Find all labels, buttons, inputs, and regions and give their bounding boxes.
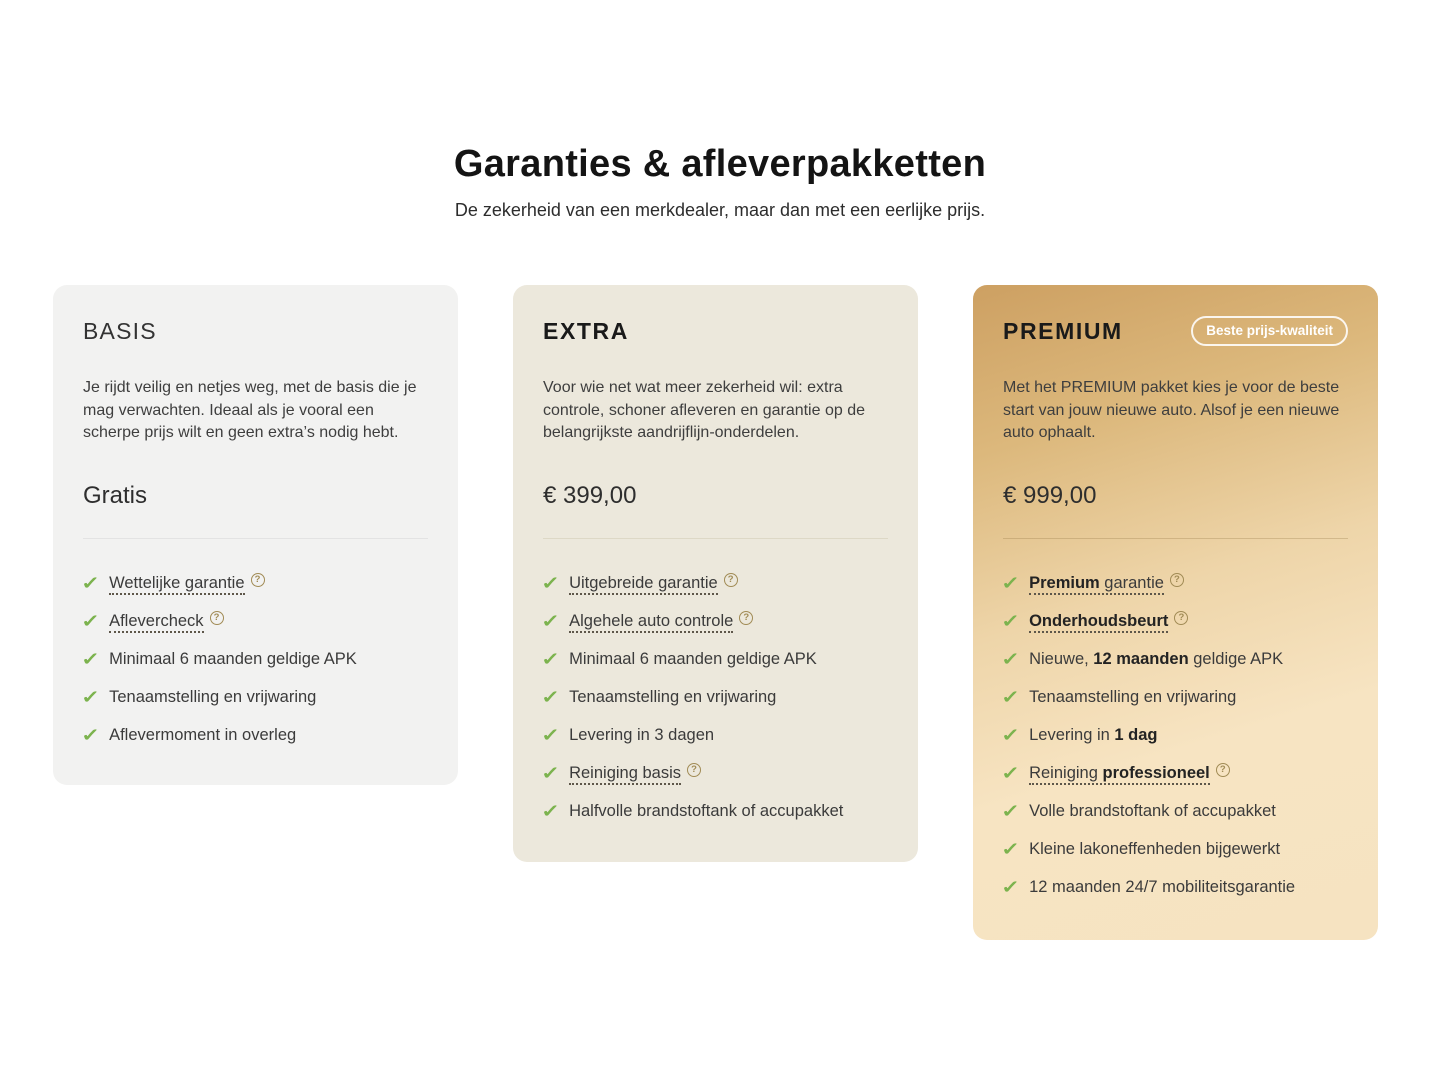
check-icon: ✓ <box>1001 838 1020 859</box>
card-basis-description: Je rijdt veilig en netjes weg, met de basis die je mag verwachten. Ideaal als je vooral een scherpe prijs wilt en geen extra’s nodig hebt. <box>83 379 417 441</box>
check-icon: ✓ <box>81 686 100 707</box>
feature-text <box>1029 610 1188 632</box>
feature-label: Tenaamstelling en vrijwaring <box>569 687 777 706</box>
feature-text <box>1029 572 1184 594</box>
help-icon[interactable]: ? <box>1170 573 1184 587</box>
help-icon[interactable]: ? <box>739 611 753 625</box>
feature-text <box>1029 800 1276 822</box>
feature-text <box>109 724 296 746</box>
feature-label: Tenaamstelling en vrijwaring <box>1029 687 1237 706</box>
card-basis-feature-list <box>83 572 428 746</box>
help-icon[interactable]: ? <box>1174 611 1188 625</box>
feature-text <box>569 762 701 784</box>
card-basis-title-row <box>83 315 428 347</box>
check-icon: ✓ <box>81 648 100 669</box>
feature-label: Volle brandstoftank of accupakket <box>1029 801 1276 820</box>
feature-item <box>83 572 428 594</box>
check-icon: ✓ <box>1001 762 1020 783</box>
feature-item <box>543 724 888 746</box>
divider <box>543 538 888 539</box>
card-extra-title-row <box>543 315 888 347</box>
feature-term[interactable]: Aflevercheck <box>109 612 203 633</box>
feature-label: Kleine lakoneffenheden bijgewerkt <box>1029 839 1281 858</box>
feature-item <box>1003 838 1348 860</box>
best-price-quality-badge: Beste prijs-kwaliteit <box>1191 316 1348 346</box>
page-title: Garanties & afleverpakketten <box>453 143 987 185</box>
help-icon[interactable]: ? <box>724 573 738 587</box>
check-icon: ✓ <box>1001 648 1020 669</box>
feature-item <box>1003 686 1348 708</box>
feature-text <box>569 648 817 670</box>
card-basis <box>53 285 458 785</box>
feature-text <box>1029 838 1280 860</box>
check-icon: ✓ <box>541 686 560 707</box>
check-icon: ✓ <box>1001 610 1020 631</box>
card-premium-description: Met het PREMIUM pakket kies je voor de beste start van jouw nieuwe auto. Alsof je een nieuwe auto ophaalt. <box>1003 379 1340 441</box>
divider <box>83 538 428 539</box>
card-extra-price: € 399,00 <box>543 481 637 509</box>
feature-text <box>569 610 753 632</box>
feature-item <box>1003 876 1348 898</box>
feature-text <box>1029 762 1230 784</box>
feature-label: Minimaal 6 maanden geldige APK <box>109 649 357 668</box>
feature-item <box>1003 800 1348 822</box>
card-extra-description: Voor wie net wat meer zekerheid wil: extra controle, schoner afleveren en garantie op de belangrijkste aandrijflijn-onderdelen. <box>543 379 865 441</box>
check-icon: ✓ <box>541 724 560 745</box>
help-icon[interactable]: ? <box>687 763 701 777</box>
feature-text <box>1029 686 1236 708</box>
feature-text <box>109 572 264 594</box>
feature-text <box>569 686 776 708</box>
page-subtitle: De zekerheid van een merkdealer, maar dan met een eerlijke prijs. <box>454 200 986 220</box>
feature-item <box>543 800 888 822</box>
feature-term[interactable]: Reiniging basis <box>569 764 681 785</box>
card-premium-title: PREMIUM <box>1003 318 1123 344</box>
feature-label: 12 maanden 24/7 mobiliteitsgarantie <box>1029 877 1296 896</box>
feature-item <box>83 686 428 708</box>
card-premium-feature-list <box>1003 572 1348 898</box>
feature-text <box>569 572 738 594</box>
feature-label: Levering in 3 dagen <box>569 725 715 744</box>
feature-text <box>109 610 223 632</box>
feature-item <box>83 724 428 746</box>
check-icon: ✓ <box>1001 724 1020 745</box>
check-icon: ✓ <box>81 610 100 631</box>
check-icon: ✓ <box>1001 572 1020 593</box>
feature-item <box>1003 724 1348 746</box>
check-icon: ✓ <box>541 800 560 821</box>
feature-term[interactable]: Wettelijke garantie <box>109 574 244 595</box>
feature-term[interactable]: Premium garantie <box>1029 574 1164 595</box>
check-icon: ✓ <box>541 648 560 669</box>
check-icon: ✓ <box>1001 800 1020 821</box>
feature-label: Levering in 1 dag <box>1029 725 1158 744</box>
feature-item <box>543 686 888 708</box>
feature-text <box>109 648 357 670</box>
check-icon: ✓ <box>541 610 560 631</box>
card-extra-title: EXTRA <box>543 318 629 344</box>
feature-label: Aflevermoment in overleg <box>109 725 297 744</box>
check-icon: ✓ <box>1001 876 1020 897</box>
feature-item <box>543 610 888 632</box>
help-icon[interactable]: ? <box>1216 763 1230 777</box>
feature-label: Minimaal 6 maanden geldige APK <box>569 649 817 668</box>
help-icon[interactable]: ? <box>251 573 265 587</box>
check-icon: ✓ <box>81 724 100 745</box>
feature-item <box>543 572 888 594</box>
card-extra-feature-list <box>543 572 888 822</box>
feature-text <box>1029 648 1283 670</box>
feature-text <box>1029 724 1157 746</box>
feature-text <box>109 686 316 708</box>
divider <box>1003 538 1348 539</box>
feature-term[interactable]: Onderhoudsbeurt <box>1029 612 1168 633</box>
feature-item <box>543 648 888 670</box>
package-cards-row <box>53 285 1378 940</box>
feature-item <box>1003 610 1348 632</box>
help-icon[interactable]: ? <box>210 611 224 625</box>
page-header <box>0 142 1440 222</box>
feature-text <box>1029 876 1295 898</box>
check-icon: ✓ <box>1001 686 1020 707</box>
feature-label: Nieuwe, 12 maanden geldige APK <box>1029 649 1284 668</box>
feature-item <box>83 648 428 670</box>
feature-term[interactable]: Algehele auto controle <box>569 612 733 633</box>
feature-text <box>569 724 714 746</box>
feature-item <box>543 762 888 784</box>
check-icon: ✓ <box>81 572 100 593</box>
feature-term[interactable]: Reiniging professioneel <box>1029 764 1210 785</box>
card-basis-title: BASIS <box>83 318 157 344</box>
card-premium-title-row <box>1003 315 1348 347</box>
card-extra <box>513 285 918 862</box>
check-icon: ✓ <box>541 572 560 593</box>
feature-item <box>83 610 428 632</box>
feature-label: Halfvolle brandstoftank of accupakket <box>569 801 844 820</box>
card-premium <box>973 285 1378 940</box>
feature-term[interactable]: Uitgebreide garantie <box>569 574 718 595</box>
card-premium-price: € 999,00 <box>1003 481 1097 509</box>
feature-item <box>1003 648 1348 670</box>
feature-item <box>1003 762 1348 784</box>
card-basis-price: Gratis <box>83 481 148 509</box>
feature-text <box>569 800 843 822</box>
feature-item <box>1003 572 1348 594</box>
feature-label: Tenaamstelling en vrijwaring <box>109 687 317 706</box>
check-icon: ✓ <box>541 762 560 783</box>
